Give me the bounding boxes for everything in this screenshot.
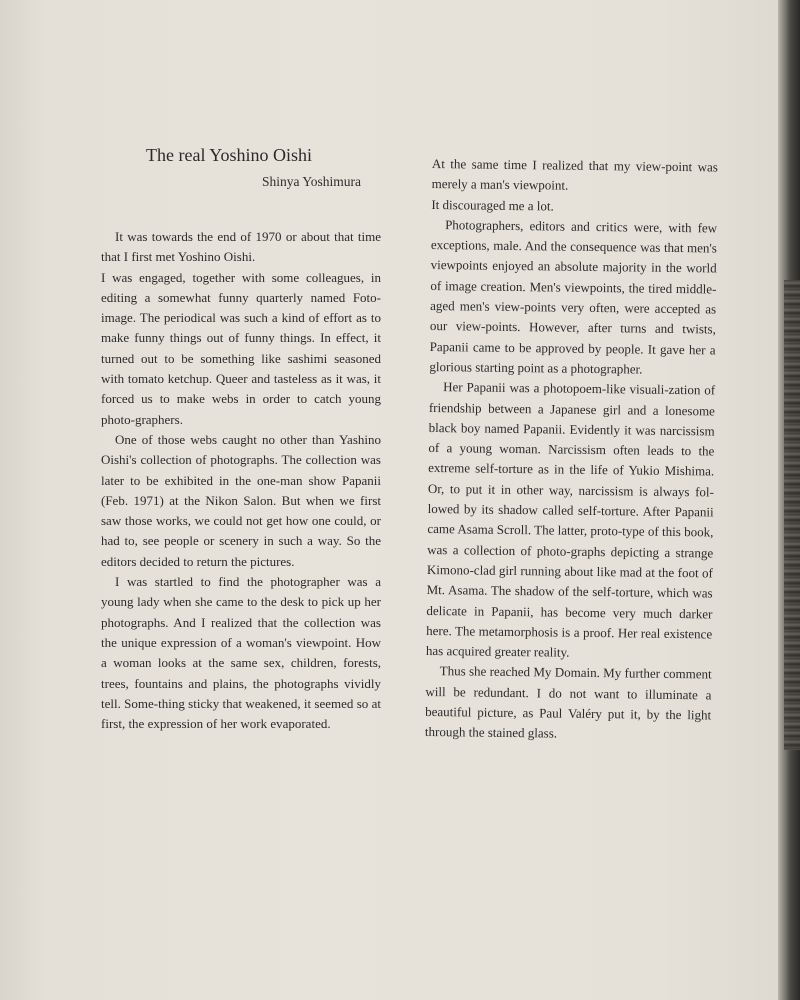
paragraph: At the same time I realized that my view-point was merely a man's viewpoint.	[431, 155, 718, 193]
paragraph: It discouraged me a lot.	[431, 196, 554, 214]
paragraph: I was engaged, together with some colleagues, in editing a somewhat funny quarterly named Foto-image. The periodical was such a kind of effort as to make funny things out of funny things. In effect, it turned out to be something like sashimi seasoned with tomato ketchup. Queer and tasteless as it was, it forced us to make webs in order to catch young photo-graphers.	[101, 269, 381, 427]
adjacent-photo-edge	[784, 280, 800, 750]
left-column	[101, 227, 381, 734]
article-author: Shinya Yoshimura	[262, 174, 362, 189]
paragraph: One of those webs caught no other than Yashino Oishi's collection of photographs. The collection was later to be exhibited in the one-man show Papanii (Feb. 1971) at the Nikon Salon. But when we first saw those works, we could not get how one could, or had to, see people or scenery in such a way. So the editors decided to return the pictures.	[101, 431, 381, 569]
article-title: The real Yoshino Oishi	[146, 145, 312, 165]
paragraph: Her Papanii was a photopoem-like visuali-zation of friendship between a Japanese girl and a lonesome black boy named Papanii. Evidently it was narcissism of a young woman. Narcissism often leads to the extreme self-torture as in the life of Yukio Mishima. Or, to put it in other way, narcissism is always fol-lowed by its shadow called self-torture. After Papanii came Asama Scroll. The latter, proto-type of this book, was a collection of photo-graphs depicting a strange Kimono-clad girl running about like mad at the foot of Mt. Asama. The shadow of the self-torture, which was delicate in Papanii, has become very much darker here. The metamorphosis is a proof. Her real existence has acquired greater reality.	[425, 379, 716, 660]
paragraph: It was towards the end of 1970 or about that time that I first met Yoshino Oishi.	[101, 229, 381, 265]
right-column	[425, 154, 718, 746]
paragraph: Thus she reached My Domain. My further comment will be redundant. I do not want to illuminate a beautiful picture, as Paul Valéry put it, by the light through the stained glass.	[424, 663, 712, 741]
paragraph: Photographers, editors and critics were, with few exceptions, male. And the consequence was that men's viewpoints enjoyed an absolute majority in the world of image creation. Men's viewpoints, the tired middle-aged men's view-points very often, were accepted as our view-points. However, after turns and twists, Papanii came to be approved by people. It gave her a glorious starting point as a photographer.	[429, 217, 718, 377]
paragraph: I was startled to find the photographer was a young lady when she came to the desk to pick up her photographs. And I realized that the collection was the unique expression of a woman's viewpoint. How a woman looks at the same sex, children, forests, trees, fountains and plains, the photographs vividly tell. Some-thing sticky that weakened, it seemed so at first, the expression of her work evaporated.	[101, 574, 381, 732]
